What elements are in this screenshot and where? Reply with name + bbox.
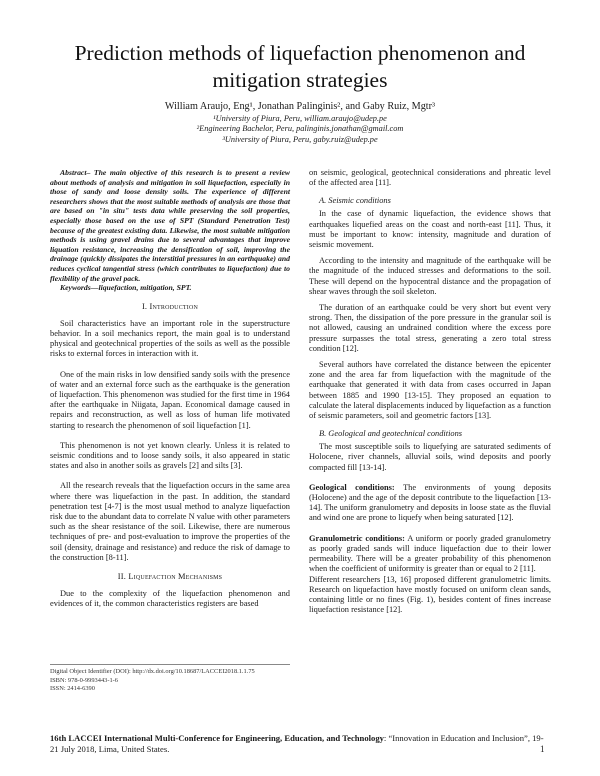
abstract: Abstract– The main objective of this research is to present a review about methods of analysis and mitigation in soil liquefaction, especially in those of sandy and loose density soils. The experience of different researchers shows that the most suitable methods of analysis are those that are based on "in situ" tests data while preserving the soil properties, especially those based on the use of SPT (Standard Penetration Test) because of the greatest existing data. Likewise, the most suitable mitigation methods is using gravel drains due to several advantages that improve liquation resistance, increasing the densification of soil, improving the drainage (quickly dissipates the interstitial pressures in an earthquake) and reduces cyclical tangential stress (which contributes to liquefaction) due to flexibility of the gravel pack. [50, 168, 290, 283]
author-block [40, 101, 560, 145]
intro-paragraph-3: This phenomenon is not yet known clearly. Unless it is related to seismic conditions and to loose sandy soils, it also appeared in static states and also in another soils as gravels [2] and silts [3]. [50, 440, 290, 471]
isbn-line: ISBN: 978-0-9993443-1-6 [50, 676, 118, 684]
section-heading-introduction: I. Introduction [141, 301, 199, 311]
seismic-paragraph-1: In the case of dynamic liquefaction, the evidence shows that earthquakes liquefied areas on the coast and north-east [11]. Thus, it must be important to know: intensity, magnitude and duration of seismic movement. [309, 209, 551, 250]
right-column [309, 168, 551, 615]
geological-conditions-text: The environments of young deposits (Holocene) and the age of the deposit contribute to the liquefaction [13-14]. The uniform granulometry and deposits in loose state as the fluvial and wind one are prone to liquefy when being saturated [12]. [309, 482, 551, 523]
granulometric-conditions-paragraph [309, 534, 551, 575]
geological-paragraph-1: The most susceptible soils to liquefying are saturated sediments of Holocene, river channels, alluvial soils, wind deposits and poorly compacted fill [13-14]. [309, 442, 551, 472]
author-names: William Araujo, Eng¹, Jonathan Palinginis², and Gaby Ruiz, Mgtr³ [164, 101, 436, 112]
seismic-paragraph-2: According to the intensity and magnitude of the earthquake will be the magnitude of the induced stresses and deformations to the soil. These will depend on the hypocentral distance and the propagation of shear waves through the soil skeleton. [309, 256, 551, 296]
granulometric-conditions-label: Granulometric conditions: [309, 533, 405, 543]
conference-name: 16th LACCEI International Multi-Conference for Engineering, Education, and Technology [50, 733, 384, 743]
section-heading-mechanisms: II. Liquefaction Mechanisms [117, 571, 223, 581]
seismic-paragraph-4: Several authors have correlated the distance between the epicenter zone and the area far from liquefaction with the magnitude of the earthquake that generated it with data from cases occurred in Japan between 1885 and 1990 [13-15]. They proposed an equation to calculate the lateral displacements induced by liquefaction as a function of seismic parameters, soil and geometric factors [13]. [309, 360, 551, 421]
paper-title: Prediction methods of liquefaction phenomenon and mitigation strategies [74, 41, 526, 92]
granulometric-conditions-text: A uniform or poorly graded granulometry as poorly graded sands will induce liquefaction due to their lower permeability. There will be a greater probability of this phenomenon when the coefficient of uniformity is greater than or equal to 2 [11]. [309, 533, 551, 574]
issn-line: ISSN: 2414-6390 [50, 685, 95, 693]
footnote-divider [50, 664, 290, 665]
keywords: Keywords—liquefaction, mitigation, SPT. [60, 283, 192, 293]
intro-paragraph-2: One of the main risks in low densified sandy soils with the presence of water and an external force such as the earthquake is the generation of liquefaction. This phenomenon was studied for the first time in 1964 after the earthquake in Niigata, Japan. Economical damage caused in repairs and reconstruction, as well as loss of human life motivated starting to research the phenomenon of soil liquefaction [1]. [50, 369, 290, 430]
subsection-heading-seismic: A. Seismic conditions [319, 196, 391, 206]
intro-paragraph-1: Soil characteristics have an important role in the superstructure behavior. In a soil mechanics report, the main goal is to understand physical and geotechnical properties of the soils as well as the possible risks to external forces in interaction with it. [50, 318, 290, 359]
mechanisms-paragraph-1: Due to the complexity of the liquefaction phenomenon and evidences of it, the common characteristics registers are based [50, 588, 290, 609]
left-column [50, 168, 290, 609]
conference-details: : “Innovation in Education and Inclusion”, 19-21 July 2018, Lima, United States. [50, 733, 544, 754]
subsection-heading-geological: B. Geological and geotechnical conditions [319, 429, 463, 439]
intro-paragraph-4: All the research reveals that the liquefaction occurs in the same area where there was liquefaction in the past. In addition, the standard penetration test [4-7] is the most usual method to analyze liquefaction risk due to the abundant data to correlate N value with other parameters such as the shear resistance of the soil. Likewise, there are numerous techniques of pre- and post-evaluation to improve the properties of the soil (density, drainage and resistance) and reduce the risk of damage to the construction [8-11]. [50, 481, 290, 562]
geological-conditions-paragraph [309, 483, 551, 524]
conference-footer [50, 733, 550, 755]
geological-conditions-label: Geological conditions: [309, 482, 395, 492]
affiliation-3: ³University of Piura, Peru, gaby.ruiz@udep.pe [222, 134, 378, 144]
granulometric-paragraph-2: Different researchers [13, 16] proposed different granulometric limits. Research on liquefaction have mostly focused on uniform clean sands, containing little or no fines (Fig. 1), besides content of fines increase liquefaction resistance [12]. [309, 574, 551, 615]
page-number: 1 [540, 744, 545, 754]
seismic-paragraph-3: The duration of an earthquake could be very short but event very strong. Then, the dissipation of the pore pressure in the granular soil is not allowed, causing an undrained condition where the excess pore pressure surpasses the total stress, generating a zero total stress condition [12]. [309, 303, 551, 353]
mechanisms-paragraph-cont: on seismic, geological, geotechnical considerations and phreatic level of the affected area [11]. [309, 168, 551, 188]
doi-line: Digital Object Identifier (DOI): http://dx.doi.org/10.18687/LACCEI2018.1.1.75 [50, 668, 255, 675]
affiliation-1: ¹University of Piura, Peru, william.araujo@udep.pe [213, 113, 387, 123]
affiliation-2: ²Engineering Bachelor, Peru, palinginis.jonathan@gmail.com [196, 124, 404, 134]
footer-metadata [50, 668, 290, 694]
